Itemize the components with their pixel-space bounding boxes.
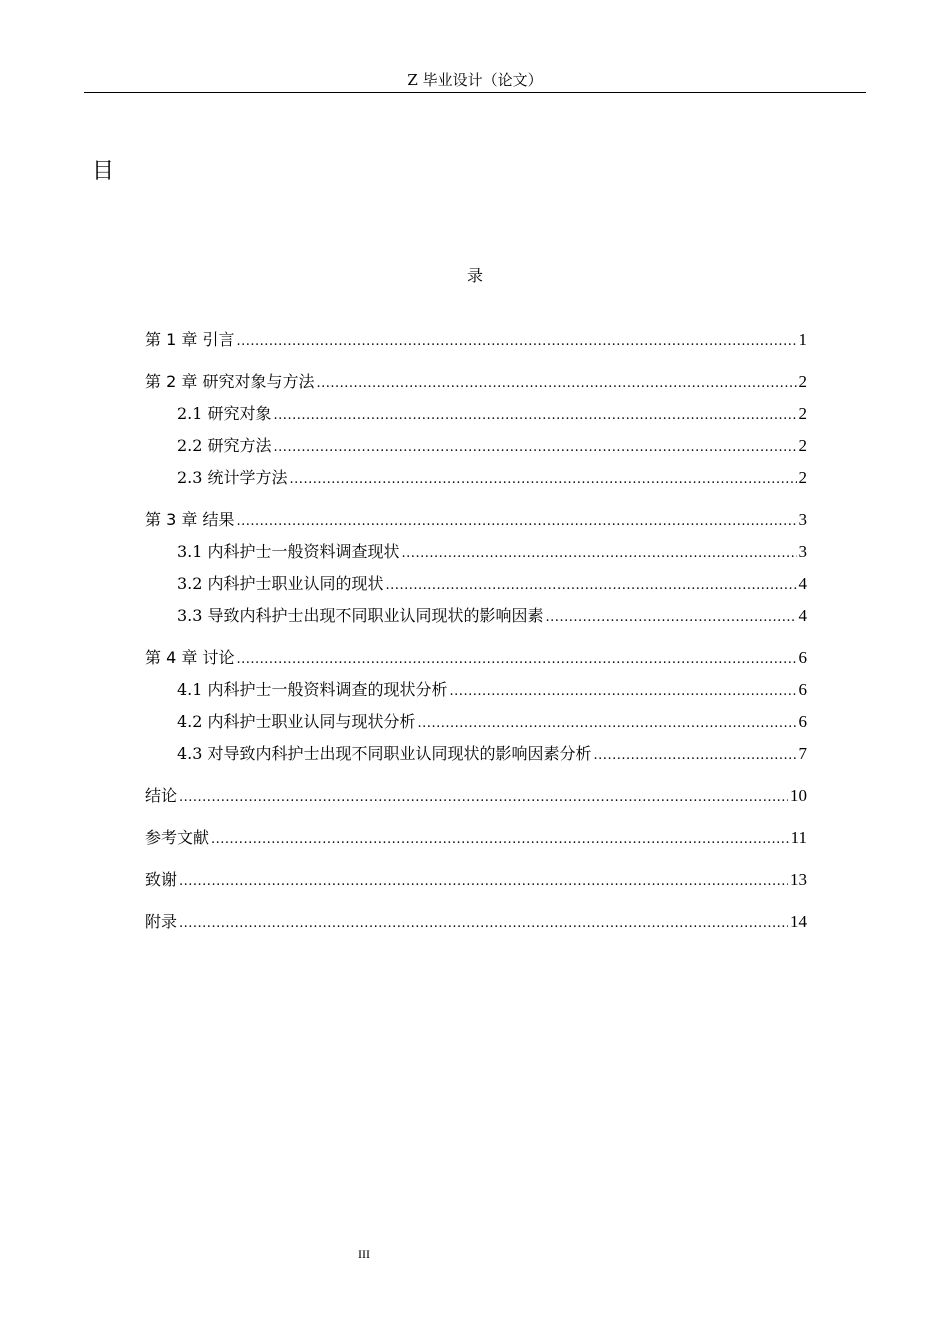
- toc-entry-references[interactable]: [145, 824, 807, 856]
- toc-leader-dots: [546, 604, 797, 632]
- toc-entry-page: 4: [798, 574, 807, 593]
- toc-entry-section-2-2[interactable]: [145, 432, 807, 464]
- toc-leader-dots: [386, 572, 797, 600]
- toc-entry-page: 10: [790, 786, 807, 805]
- toc-entry-chapter-1[interactable]: [145, 326, 807, 358]
- toc-entry-page: 2: [798, 372, 807, 391]
- toc-entry-text: 3.2 内科护士职业认同的现状: [177, 574, 384, 593]
- toc-entry-text: 2.2 研究方法: [177, 436, 272, 455]
- toc-entry-page: 1: [798, 330, 807, 349]
- footer-page-number: III: [358, 1247, 370, 1261]
- toc-entry-section-4-2[interactable]: [145, 708, 807, 740]
- toc-entry-section-2-3[interactable]: [145, 464, 807, 496]
- toc-entry-page: 4: [798, 606, 807, 625]
- toc-entry-chapter-2[interactable]: [145, 368, 807, 400]
- toc-leader-dots: [274, 434, 797, 462]
- toc-leader-dots: [236, 328, 796, 356]
- toc-entry-page: 3: [798, 542, 807, 561]
- toc-heading-part1: 目: [92, 159, 115, 184]
- toc-entry-section-3-1[interactable]: [145, 538, 807, 570]
- toc-entry-section-4-3[interactable]: [145, 740, 807, 772]
- toc-entry-chapter-4[interactable]: [145, 644, 807, 676]
- toc-entry-page: 2: [798, 404, 807, 423]
- toc-entry-text: 第 4 章 讨论: [145, 648, 235, 667]
- toc-entry-text: 2.3 统计学方法: [177, 468, 288, 487]
- toc-entry-chapter-3[interactable]: [145, 506, 807, 538]
- toc-entry-text: 4.2 内科护士职业认同与现状分析: [177, 712, 416, 731]
- toc-leader-dots: [402, 540, 797, 568]
- toc-leader-dots: [418, 710, 797, 738]
- header-divider: [84, 92, 866, 93]
- toc-entry-text: 4.3 对导致内科护士出现不同职业认同现状的影响因素分析: [177, 744, 592, 763]
- toc-entry-section-4-1[interactable]: [145, 676, 807, 708]
- toc-entry-section-3-2[interactable]: [145, 570, 807, 602]
- toc-entry-text: 3.3 导致内科护士出现不同职业认同现状的影响因素: [177, 606, 544, 625]
- toc-leader-dots: [274, 402, 797, 430]
- toc-entry-page: 6: [798, 680, 807, 699]
- toc-entry-text: 4.1 内科护士一般资料调查的现状分析: [177, 680, 448, 699]
- toc-leader-dots: [290, 466, 797, 494]
- toc-entry-text: 3.1 内科护士一般资料调查现状: [177, 542, 400, 561]
- toc-entry-text: 2.1 研究对象: [177, 404, 272, 423]
- toc-entry-text: 附录: [145, 912, 178, 931]
- toc-leader-dots: [236, 646, 796, 674]
- toc-entry-page: 6: [798, 712, 807, 731]
- page-header-title: Z 毕业设计（论文）: [407, 71, 543, 89]
- toc-entry-text: 参考文献: [145, 828, 210, 847]
- toc-leader-dots: [316, 370, 796, 398]
- toc-entry-acknowledgements[interactable]: [145, 866, 807, 898]
- toc-entry-page: 2: [798, 468, 807, 487]
- toc-entry-page: 14: [790, 912, 807, 931]
- toc-entry-section-2-1[interactable]: [145, 400, 807, 432]
- toc-entry-text: 第 2 章 研究对象与方法: [145, 372, 315, 391]
- toc-entry-page: 6: [798, 648, 807, 667]
- toc-entry-page: 13: [790, 870, 807, 889]
- toc-entry-text: 致谢: [145, 870, 178, 889]
- toc-leader-dots: [179, 868, 788, 896]
- toc-entry-page: 2: [798, 436, 807, 455]
- toc-leader-dots: [594, 742, 797, 770]
- toc-leader-dots: [179, 910, 788, 938]
- toc-entry-page: 3: [798, 510, 807, 529]
- toc-leader-dots: [211, 826, 789, 854]
- toc-entry-page: 11: [790, 828, 807, 847]
- toc-leader-dots: [236, 508, 796, 536]
- toc-entry-section-3-3[interactable]: [145, 602, 807, 634]
- toc-entry-text: 第 1 章 引言: [145, 330, 235, 349]
- toc-leader-dots: [450, 678, 797, 706]
- toc-leader-dots: [179, 784, 788, 812]
- toc-entry-text: 第 3 章 结果: [145, 510, 235, 529]
- toc-heading-part2: 录: [466, 266, 483, 285]
- toc-entry-appendix[interactable]: [145, 908, 807, 940]
- toc-entry-page: 7: [798, 744, 807, 763]
- table-of-contents: [145, 326, 807, 940]
- toc-entry-conclusion[interactable]: [145, 782, 807, 814]
- toc-entry-text: 结论: [145, 786, 178, 805]
